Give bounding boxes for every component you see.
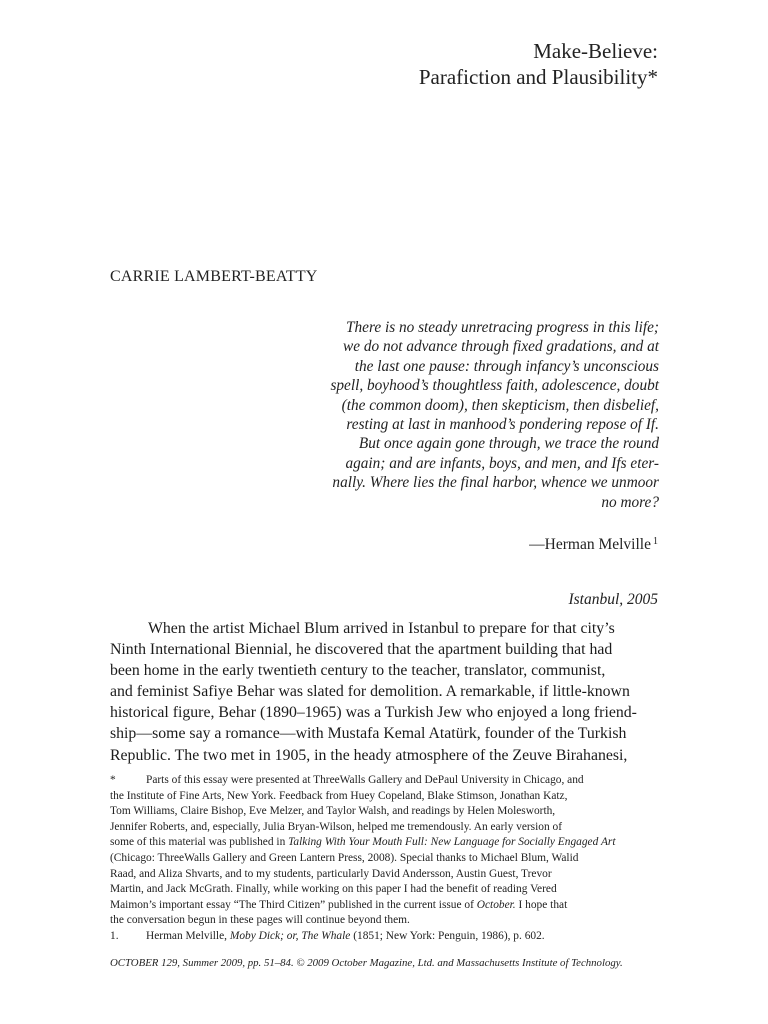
- attribution-text: —Herman Melville: [529, 536, 651, 553]
- footnote-star-line: Jennifer Roberts, and, especially, Julia Bryan-Wilson, helped me tremendously. An early version of: [110, 820, 562, 833]
- title-line-1: Make-Believe:: [533, 39, 658, 63]
- epigraph-line: we do not advance through fixed gradations, and at: [343, 338, 659, 356]
- body-paragraph: [110, 618, 659, 766]
- footnotes: [110, 773, 659, 945]
- section-dateline: Istanbul, 2005: [568, 591, 658, 608]
- footnote-star-line: Tom Williams, Claire Bishop, Eve Melzer, and Taylor Walsh, and readings by Helen Molesworth,: [110, 805, 556, 818]
- footnote-text: (1851; New York: Penguin, 1986), p. 602.: [350, 929, 545, 942]
- epigraph-line: There is no steady unretracing progress in this life;: [346, 319, 659, 336]
- epigraph-line: again; and are infants, boys, and men, and Ifs eter-: [345, 454, 659, 472]
- body-line: historical figure, Behar (1890–1965) was a Turkish Jew who enjoyed a long friend-: [110, 704, 637, 722]
- footnote-ref-1[interactable]: 1: [653, 536, 658, 547]
- body-line: When the artist Michael Blum arrived in Istanbul to prepare for that city’s: [148, 620, 615, 637]
- footnote-1-mark: 1.: [110, 929, 119, 942]
- footnote-star-mark: *: [110, 774, 116, 786]
- epigraph-line: no more?: [601, 493, 659, 511]
- body-line: Ninth International Biennial, he discovered that the apartment building that had: [110, 641, 613, 659]
- epigraph-line: resting at last in manhood’s pondering repose of If.: [346, 416, 659, 434]
- footnote-text: some of this material was published in: [110, 836, 289, 849]
- page-footer-citation: OCTOBER 129, Summer 2009, pp. 51–84. © 2009 October Magazine, Ltd. and Massachusetts Institute of Technology.: [110, 957, 623, 969]
- footnote-star-line: the conversation begun in these pages will continue beyond them.: [110, 914, 410, 927]
- footnote-star-line: Martin, and Jack McGrath. Finally, while working on this paper I had the benefit of reading Vered: [110, 883, 557, 896]
- footnote-star-line: (Chicago: ThreeWalls Gallery and Green Lantern Press, 2008). Special thanks to Michael Blum, Walid: [110, 851, 579, 864]
- body-line: been home in the early twentieth century to the teacher, translator, communist,: [110, 662, 606, 680]
- epigraph-line: But once again gone through, we trace the round: [358, 435, 659, 453]
- footnote-1: [110, 929, 659, 945]
- footnote-text: Herman Melville,: [146, 929, 230, 942]
- footnote-star-line: [110, 773, 659, 789]
- title-line-2: Parafiction and Plausibility*: [418, 65, 658, 89]
- footnote-star-line: [110, 835, 659, 851]
- body-line: and feminist Safiye Behar was slated for demolition. A remarkable, if little-known: [110, 683, 630, 701]
- book-title: Moby Dick; or, The Whale: [229, 929, 351, 942]
- journal-title: October.: [476, 898, 516, 911]
- footnote-star-line: the Institute of Fine Arts, New York. Feedback from Huey Copeland, Blake Stimson, Jonathan Katz,: [110, 789, 568, 802]
- epigraph-line: nally. Where lies the final harbor, whence we unmoor: [332, 474, 659, 492]
- footnote-star-line: [110, 898, 659, 914]
- epigraph-line: spell, boyhood’s thoughtless faith, adolescence, doubt: [330, 377, 659, 395]
- epigraph-attribution: [529, 536, 658, 554]
- epigraph: [300, 318, 659, 512]
- article-title: [419, 38, 658, 90]
- body-line: ship—some say a romance—with Mustafa Kemal Atatürk, founder of the Turkish: [110, 725, 627, 743]
- body-line: Republic. The two met in 1905, in the heady atmosphere of the Zeuve Birahanesi,: [110, 746, 628, 764]
- footnote-star-line: Raad, and Aliza Shvarts, and to my students, particularly David Andersson, Austin Guest, Trevor: [110, 867, 552, 880]
- footnote-text: Maimon’s important essay “The Third Citizen” published in the current issue of: [110, 898, 477, 911]
- book-title: Talking With Your Mouth Full: New Language for Socially Engaged Art: [288, 836, 616, 849]
- epigraph-line: (the common doom), then skepticism, then disbelief,: [341, 396, 659, 414]
- author-name: CARRIE LAMBERT-BEATTY: [110, 268, 318, 285]
- footnote-text: Parts of this essay were presented at ThreeWalls Gallery and DePaul University in Chicago, and: [146, 774, 584, 786]
- epigraph-line: the last one pause: through infancy’s unconscious: [354, 357, 659, 375]
- footnote-text: I hope that: [515, 898, 568, 911]
